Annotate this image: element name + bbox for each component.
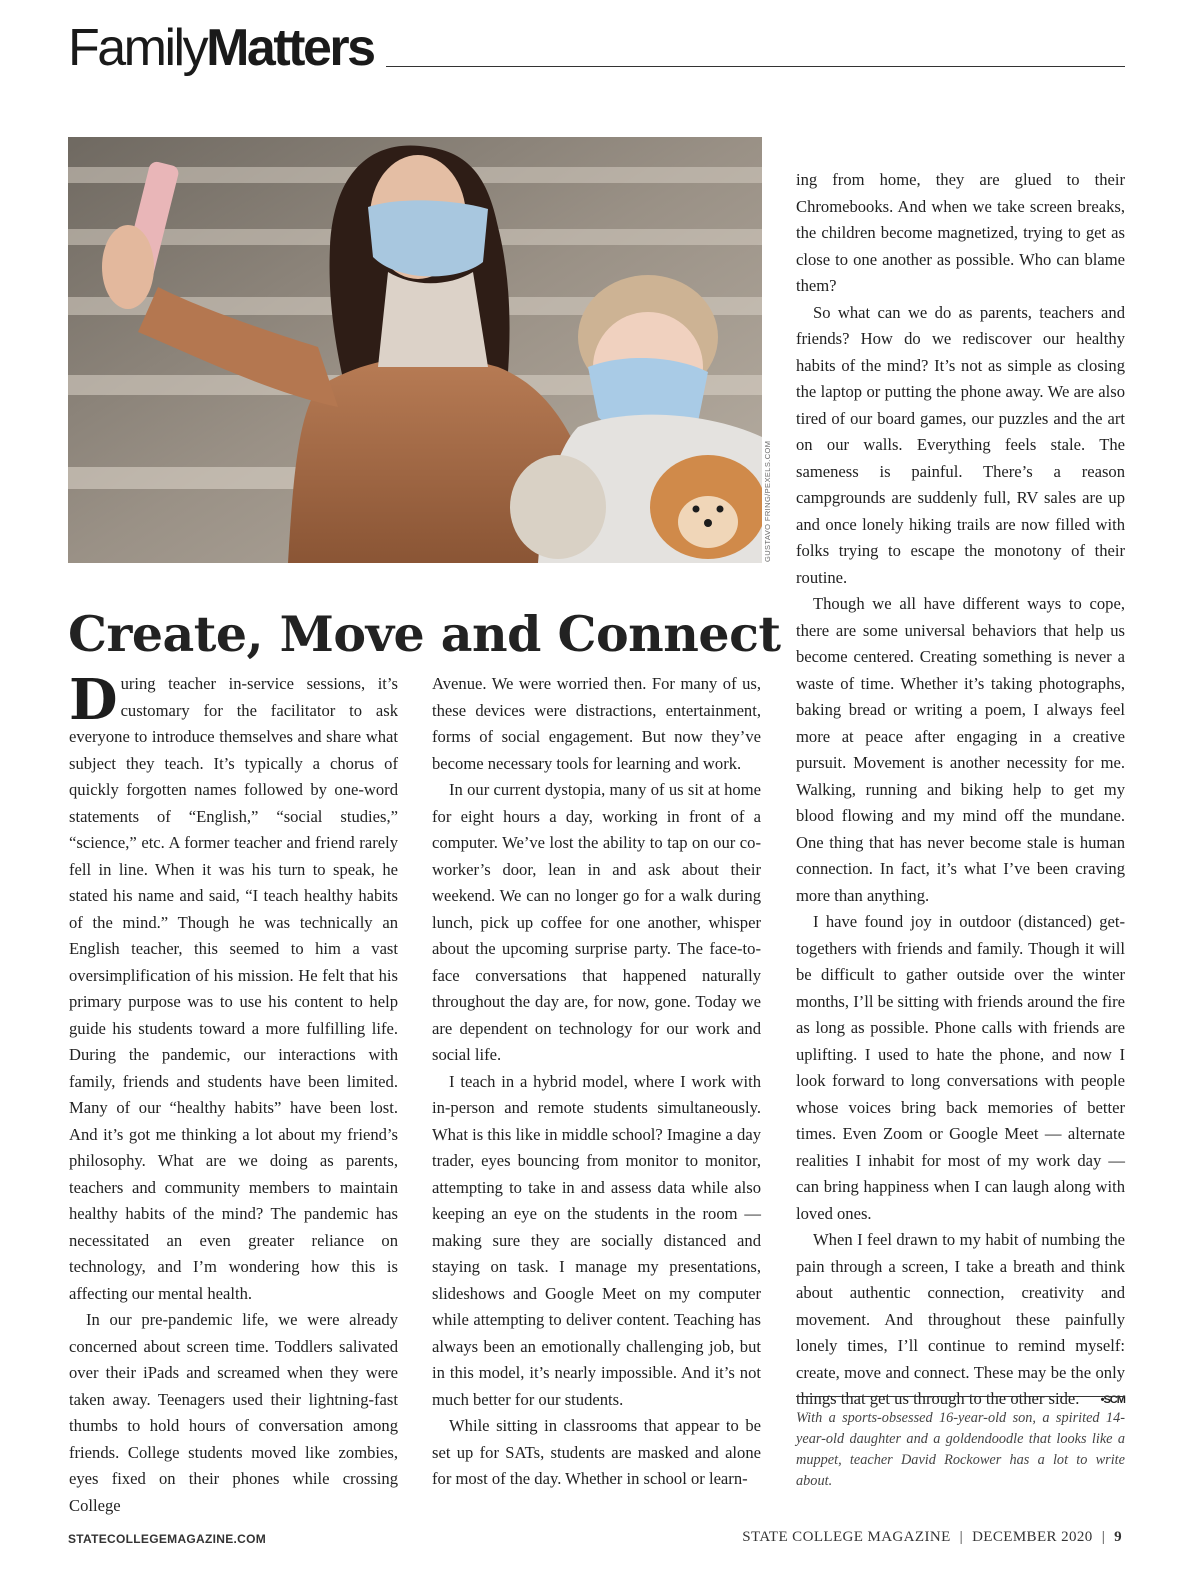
end-mark: •SCM	[1100, 1394, 1125, 1406]
footer-issue: DECEMBER 2020	[972, 1529, 1093, 1545]
photo-credit: GUSTAVO FRING/PEXELS.COM	[763, 440, 772, 562]
article-paragraph: So what can we do as parents, teachers and friends? How do we rediscover our healthy habits of the mind? It’s not as simple as closing the laptop or putting the phone away. We are also tired of our board games, our puzzles and the art on our walls. Everything feels stale. The sameness is painful. There’s a reason campgrounds are suddenly full, RV sales are up and once lonely hiking trails are now filled with folks trying to escape the monotony of their routine.	[796, 302, 1125, 587]
photo-illustration	[68, 137, 762, 563]
article-paragraph: Though we all have different ways to cope, there are some universal behaviors that help us become centered. Creating something is never a waste of time. Whether it’s taking photographs, baking bread or writing a poem, I always feel more at peace after engaging in a creative pursuit. Movement is another necessity for me. Walking, running and biking help to get my blood flowing and my mind off the mundane. One thing that has never become stale is human connection. In fact, it’s what I’ve been craving more than anything.	[796, 594, 1125, 905]
article-paragraph: In our pre-pandemic life, we were already concerned about screen time. Toddlers salivated over their iPads and screamed when they were taken away. Teenagers used their lightning-fast thumbs to hold hours of conversation among friends. College students moved like zombies, eyes fixed on their phones while crossing College	[69, 1310, 398, 1515]
article-paragraph: While sitting in classrooms that appear to be set up for SATs, students are masked and alone for most of the day. Whether in school or learn-	[432, 1416, 761, 1488]
article-paragraph: Avenue. We were worried then. For many of us, these devices were distractions, entertainment, forms of social engagement. But now they’ve become necessary tools for learning and work.	[432, 674, 761, 773]
article-paragraph: ing from home, they are glued to their Chromebooks. And when we take screen breaks, the children become magnetized, trying to get as close to one another as possible. Who can blame them?	[796, 170, 1125, 295]
drop-cap: D	[69, 667, 118, 733]
header-rule	[386, 66, 1125, 67]
page-number: 9	[1114, 1529, 1122, 1545]
article-paragraph	[69, 667, 398, 1307]
article-headline: Create, Move and Connect	[68, 605, 781, 663]
article-paragraph: I have found joy in outdoor (distanced) get-togethers with friends and family. Though it will be difficult to gather outside over the winter months, I’ll be sitting with friends around the fire as long as possible. Phone calls with friends are uplifting. I used to hate the phone, and now I look forward to long conversations with people whose voices bring back memories of better times. Even Zoom or Google Meet — alternate realities I inhabit for most of my work day — can bring happiness when I can laugh along with loved ones.	[796, 912, 1125, 1223]
article-column-3	[796, 167, 1125, 1414]
footer-folio	[742, 1529, 1122, 1546]
author-bio: With a sports-obsessed 16-year-old son, a spirited 14-year-old daughter and a goldendoodle that looks like a muppet, teacher David Rockower has a lot to write about.	[796, 1410, 1125, 1489]
paragraph-text: uring teacher in-service sessions, it’s customary for the facilitator to ask everyone to introduce themselves and share what subject they teach. It’s typically a chorus of quickly forgotten names followed by one-word statements of “English,” “social studies,” “science,” etc. A former teacher and friend rarely fell in line. When it was his turn to speak, he stated his name and said, “I teach healthy habits of the mind.” Though he was technically an English teacher, this seemed to him a vast oversimplification of his mission. He felt that his primary purpose was to use his content to help guide his students toward a more fulfilling life. During the pandemic, our interactions with family, friends and students have been limited. Many of our “healthy habits” have been lost. And it’s got me thinking a lot about my friend’s philosophy. What are we doing as parents, teachers and community members to maintain healthy habits of the mind? The pandemic has necessitated an even greater reliance on technology, and I’m wondering how this is affecting our mental health.	[69, 674, 398, 1303]
article-photo	[68, 137, 762, 563]
section-title-light: Family	[68, 19, 207, 77]
article-paragraph	[796, 1227, 1125, 1414]
paragraph-text: When I feel drawn to my habit of numbing the pain through a screen, I take a breath and think about authentic connection, creativity and movement. And throughout these painfully lonely times, I’ll continue to remind myself: create, move and connect. These may be the only things that get us through to the other side.	[796, 1230, 1125, 1408]
article-column-2	[432, 671, 761, 1493]
section-title	[68, 18, 374, 78]
section-title-bold: Matters	[206, 19, 374, 77]
footer-magazine-name: STATE COLLEGE MAGAZINE	[742, 1529, 951, 1545]
article-paragraph: I teach in a hybrid model, where I work with in-person and remote students simultaneously. What is this like in middle school? Imagine a day trader, eyes bouncing from monitor to monitor, attempting to take in and assess data while also keeping an eye on the students in the room — making sure they are socially distanced and staying on task. I manage my presentations, slideshows and Google Meet on my computer while attempting to deliver content. Teaching has always been an emotionally challenging job, but in this model, it’s nearly impossible. And it’s not much better for our students.	[432, 1071, 761, 1409]
footer-separator: |	[959, 1529, 964, 1545]
article-column-1	[69, 667, 398, 1519]
footer-website: STATECOLLEGEMAGAZINE.COM	[68, 1532, 267, 1546]
footer-separator: |	[1101, 1529, 1106, 1545]
bio-rule	[796, 1396, 1125, 1397]
article-paragraph: In our current dystopia, many of us sit at home for eight hours a day, working in front of a computer. We’ve lost the ability to tap on our co-worker’s door, lean in and ask about their weekend. We can no longer go for a walk during lunch, pick up coffee for one another, whisper about the upcoming surprise party. The face-to-face conversations that happened naturally throughout the day are, for now, gone. Today we are dependent on technology for our work and social life.	[432, 780, 761, 1064]
